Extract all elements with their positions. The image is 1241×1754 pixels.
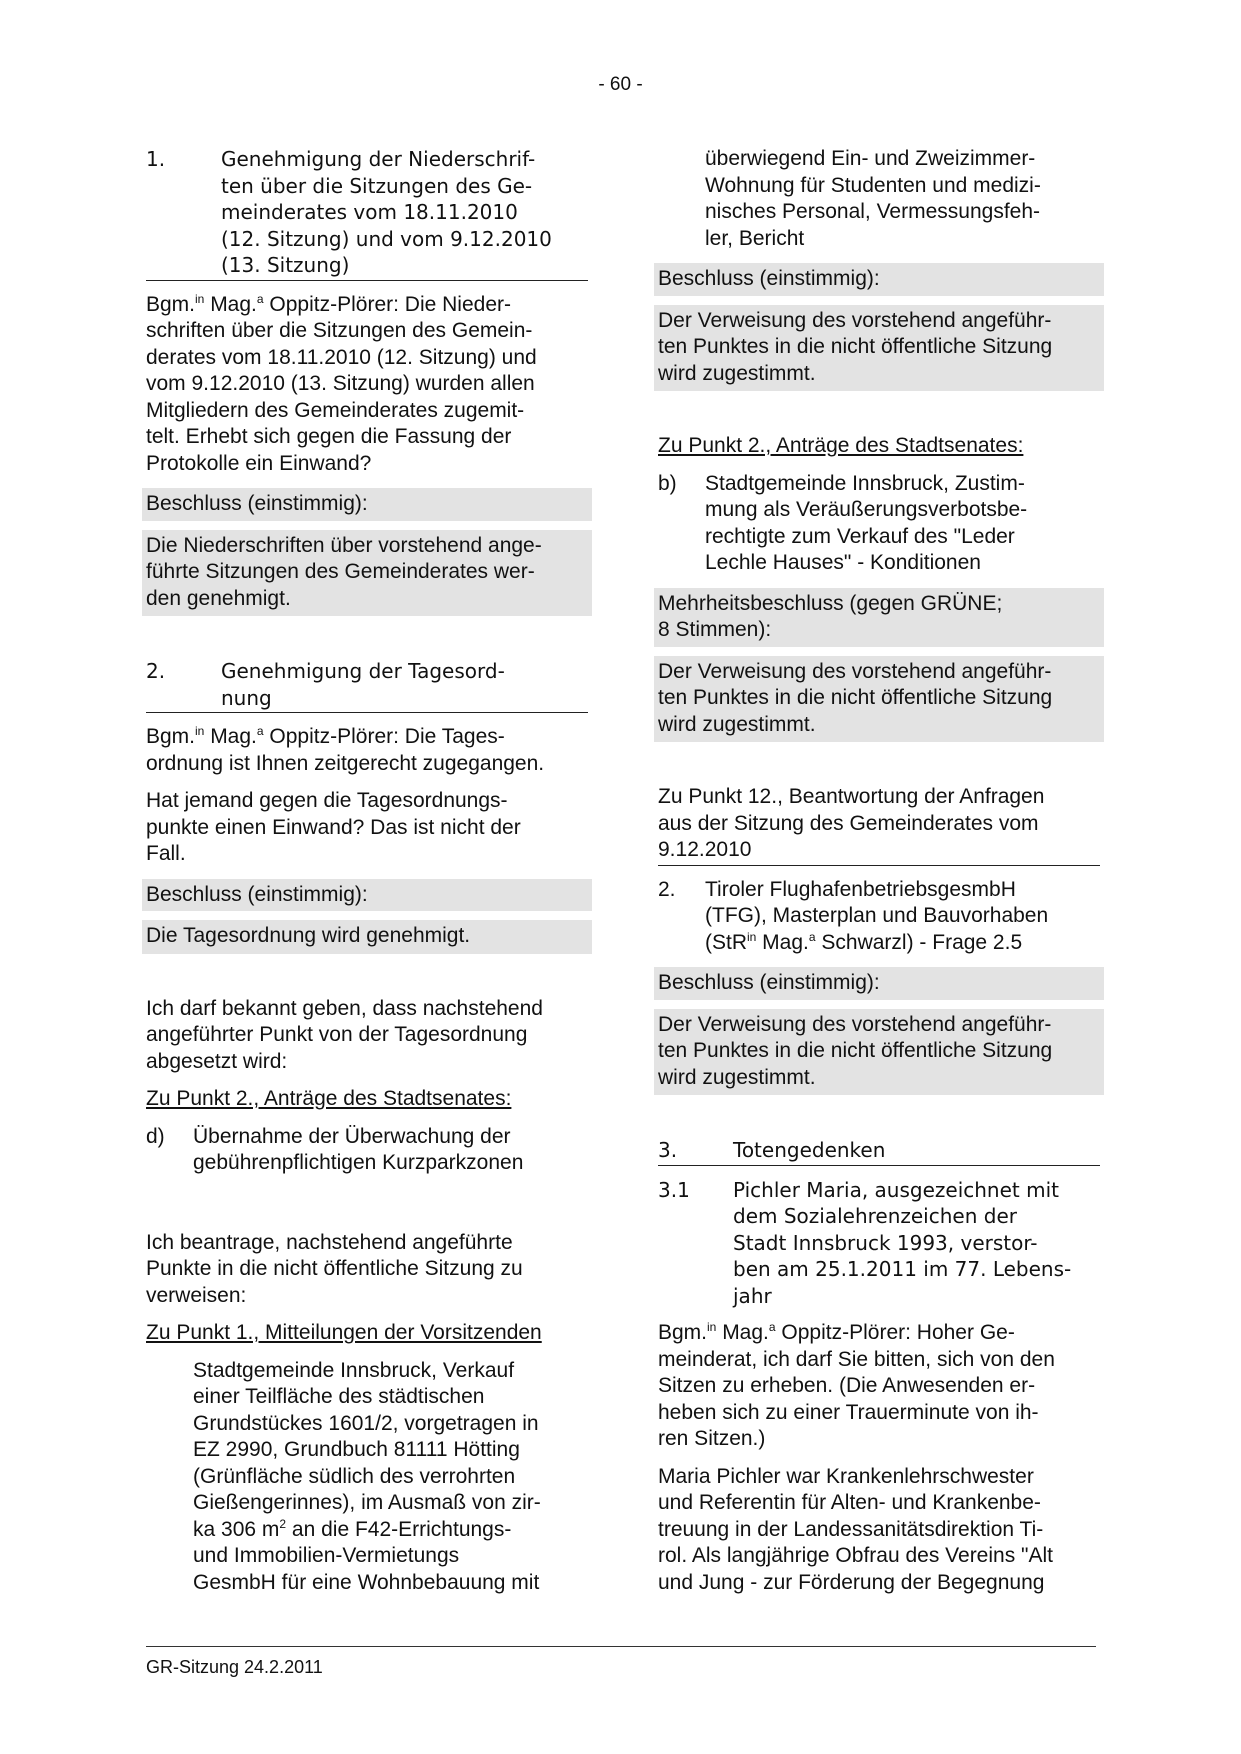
- left-column: [146, 146, 588, 1596]
- section-1-speaker-body: Oppitz-Plörer: Die Nieder- schriften über die Sitzungen des Gemein- derates vom 18.11.2010 (12. Sitzung) und vom 9.12.2010 (13. Sitzung) wurden allen Mitgliedern des Gemeinderates zugemit- telt. Erhebt sich gegen die Fassung der Protokolle ein Einwand?: [146, 292, 537, 475]
- decision-2-body: Der Verweisung des vorstehend angeführ- ten Punktes in die nicht öffentliche Sitzung wird zugestimmt.: [654, 656, 1104, 743]
- announcement-item-number: d): [146, 1124, 165, 1148]
- section-1-title: Genehmigung der Niederschrif- ten über die Sitzungen des Ge- meinderates vom 18.11.2010 (12. Sitzung) und vom 9.12.2010 (13. Sitzung): [221, 147, 552, 277]
- section-2-decision-head: Beschluss (einstimmig):: [142, 879, 592, 912]
- section-3-1-heading: [658, 1177, 1100, 1310]
- page-footer: GR-Sitzung 24.2.2011: [146, 1646, 1096, 1681]
- decision-1-body: Der Verweisung des vorstehend angeführ- ten Punktes in die nicht öffentliche Sitzung wird zugestimmt.: [654, 305, 1104, 392]
- decision-3-head: Beschluss (einstimmig):: [654, 967, 1104, 1000]
- section-3-1-biography: Maria Pichler war Krankenlehrschwester und Referentin für Alten- und Krankenbe- treuung in der Landessanitätsdirektion Ti- rol. Als langjährige Obfrau des Vereins "Alt und Jung - zur Förderung der Begegnung: [658, 1464, 1054, 1594]
- motion-text: Ich beantrage, nachstehend angeführte Punkte in die nicht öffentliche Sitzung zu verweisen:: [146, 1230, 523, 1307]
- right-column: [658, 146, 1100, 1596]
- announcement-text: Ich darf bekannt geben, dass nachstehend angeführter Punkt von der Tagesordnung abgesetzt wird:: [146, 996, 543, 1073]
- decision-1-head: Beschluss (einstimmig):: [654, 263, 1104, 296]
- reference-punkt-2: Zu Punkt 2., Anträge des Stadtsenates:: [658, 434, 1024, 457]
- section-2-speaker-text: Bgm.$^{in}$ Mag.$^a$ Oppitz-Plörer: Die Tages- ordnung ist Ihnen zeitgerecht zugegangen.: [146, 724, 545, 775]
- section-3-1-number: 3.1: [658, 1177, 690, 1202]
- section-1-heading: [146, 146, 588, 281]
- announcement-item: [146, 1124, 588, 1177]
- announcement-item-text: Übernahme der Überwachung der gebührenpflichtigen Kurzparkzonen: [193, 1124, 524, 1174]
- section-3-heading: [658, 1137, 1100, 1166]
- item-b: [658, 471, 1100, 577]
- section-2-decision-body: Die Tagesordnung wird genehmigt.: [142, 920, 592, 954]
- section-3-1-title: Pichler Maria, ausgezeichnet mit dem Sozialehrenzeichen der Stadt Innsbruck 1993, verstor- ben am 25.1.2011 im 77. Lebens- jahr: [733, 1177, 1072, 1308]
- reference-punkt-12: Zu Punkt 12., Beantwortung der Anfragen aus der Sitzung des Gemeinderates vom 9.12.2010: [658, 784, 1100, 866]
- section-1-speaker-text: Bgm.$^{in}$ Mag.$^a$ Oppitz-Plörer: Die Nieder- schriften über die Sitzungen des Gemein- derates vom 18.11.2010 (12. Sitzung) und vom 9.12.2010 (13. Sitzung) wurden allen Mitgliedern des Gemeinderates zugemit- telt. Erhebt sich gegen die Fassung der Protokolle ein Einwand?: [146, 291, 537, 475]
- section-3-title: Totengedenken: [733, 1138, 886, 1162]
- section-2-title: Genehmigung der Tagesord- nung: [221, 659, 505, 710]
- section-2-question: Hat jemand gegen die Tagesordnungs- punkte einen Einwand? Das ist nicht der Fall.: [146, 789, 521, 865]
- motion-reference: Zu Punkt 1., Mitteilungen der Vorsitzenden: [146, 1321, 542, 1344]
- item-b-text: Stadtgemeinde Innsbruck, Zustim- mung als Veräußerungsverbotsbe- rechtigte zum Verkauf des "Leder Lechle Hauses" - Konditionen: [705, 471, 1028, 574]
- section-1-number: 1.: [146, 147, 166, 171]
- decision-3-body: Der Verweisung des vorstehend angeführ- ten Punktes in die nicht öffentliche Sitzung wird zugestimmt.: [654, 1009, 1104, 1096]
- item-b-number: b): [658, 471, 677, 495]
- decision-2-head: Mehrheitsbeschluss (gegen GRÜNE; 8 Stimmen):: [654, 588, 1104, 647]
- item-2: [658, 877, 1100, 957]
- section-2-number: 2.: [146, 659, 166, 683]
- motion-item-text: Stadtgemeinde Innsbruck, Verkauf einer Teilfläche des städtischen Grundstückes 1601/2, vorgetragen in EZ 2990, Grundbuch 81111 Hötting (Grünfläche südlich des verrohrten Gießengerinnes), im Ausmaß von zir- ka 306 $m^2$ an die F42-Errichtungs- und Immobilien-Vermietungs GesmbH für eine Wohnbebauung mit: [193, 1358, 541, 1594]
- continued-item-text: überwiegend Ein- und Zweizimmer- Wohnung für Studenten und medizi- nisches Personal, Vermessungsfeh- ler, Bericht: [705, 147, 1041, 250]
- section-1-decision-body: Die Niederschriften über vorstehend ange- führte Sitzungen des Gemeinderates wer- den genehmigt.: [142, 530, 592, 617]
- item-2-text: Tiroler FlughafenbetriebsgesmbH (TFG), Masterplan und Bauvorhaben (StR$^{in}$ Mag.$^a$ Schwarzl) - Frage 2.5: [705, 877, 1049, 954]
- page-number: - 60 -: [598, 74, 643, 95]
- section-2-heading: [146, 658, 588, 713]
- section-3-1-speaker-text: Bgm.$^{in}$ Mag.$^a$ Oppitz-Plörer: Hoher Ge- meinderat, ich darf Sie bitten, sich von den Sitzen zu erheben. (Die Anwesenden er- heben sich zu einer Trauerminute von ih- ren Sitzen.): [658, 1320, 1055, 1450]
- announcement-reference: Zu Punkt 2., Anträge des Stadtsenates:: [146, 1087, 512, 1110]
- item-2-number: 2.: [658, 877, 676, 901]
- section-1-decision-head: Beschluss (einstimmig):: [142, 488, 592, 521]
- section-3-number: 3.: [658, 1138, 678, 1162]
